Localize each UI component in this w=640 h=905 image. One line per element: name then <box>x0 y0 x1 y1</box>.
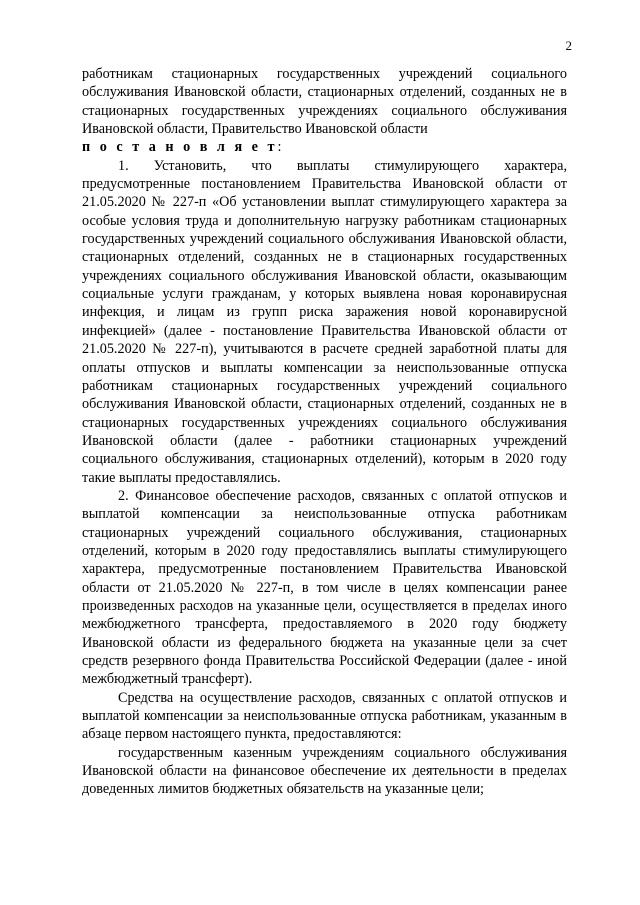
decision-line <box>82 138 567 156</box>
preamble-paragraph <box>82 65 567 138</box>
decision-punct: : <box>277 139 282 156</box>
paragraph-2: 2. Финансовое обеспечение расходов, связанных с оплатой отпусков и выплатой компенсации за неиспользованные отпуска работникам стационарных учреждений социального обслуживания, стационарных отделений, которым в 2020 году предоставлялись выплаты стимулирующего характера, предусмотренные постановлением Правительства Ивановской области от 21.05.2020 № 227-п, в том числе в целях компенсации ранее произведенных расходов на указанные цели, осуществляется в пределах иного межбюджетного трансферта, предоставляемого в 2020 году бюджету Ивановской области из федерального бюджета на указанные цели за счет средств резервного фонда Правительства Российской Федерации (далее - иной межбюджетный трансферт). <box>82 487 567 688</box>
page-number: 2 <box>565 38 572 53</box>
paragraph-2-recipients: государственным казенным учреждениям социального обслуживания Ивановской области на финансовое обеспечение их деятельности в пределах доведенных лимитов бюджетных обязательств на указанные цели; <box>82 744 567 798</box>
preamble-text: работникам стационарных государственных учреждений социального обслуживания Ивановской области, стационарных отделений, созданных не в стационарных государственных учреждениях социального обслуживания Ивановской области, Правительство Ивановской области <box>82 66 567 138</box>
document-body <box>82 65 567 799</box>
paragraph-1: 1. Установить, что выплаты стимулирующего характера, предусмотренные постановлением Правительства Ивановской области от 21.05.2020 № 227-п «Об установлении выплат стимулирующего характера за особые условия труда и дополнительную нагрузку работникам стационарных государственных учреждений социального обслуживания Ивановской области, стационарных отделений, созданных не в стационарных государственных учреждениях социального обслуживания Ивановской области, оказывающим социальные услуги гражданам, у которых выявлена новая коронавирусная инфекция, и лицам из групп риска заражения новой коронавирусной инфекцией» (далее - постановление Правительства Ивановской области от 21.05.2020 № 227-п), учитываются в расчете средней заработной платы для оплаты отпусков и выплаты компенсации за неиспользованные отпуска работникам стационарных государственных учреждений социального обслуживания Ивановской области, стационарных отделений, созданных не в стационарных государственных учреждениях социального обслуживания Ивановской области (далее - работники стационарных учреждений социального обслуживания, стационарных отделений), которым в 2020 году такие выплаты предоставлялись. <box>82 157 567 486</box>
paragraph-2-funds: Средства на осуществление расходов, связанных с оплатой отпусков и выплатой компенсации за неиспользованные отпуска работникам, указанным в абзаце первом настоящего пункта, предоставляются: <box>82 689 567 743</box>
decision-word: п о с т а н о в л я е т <box>82 139 278 156</box>
